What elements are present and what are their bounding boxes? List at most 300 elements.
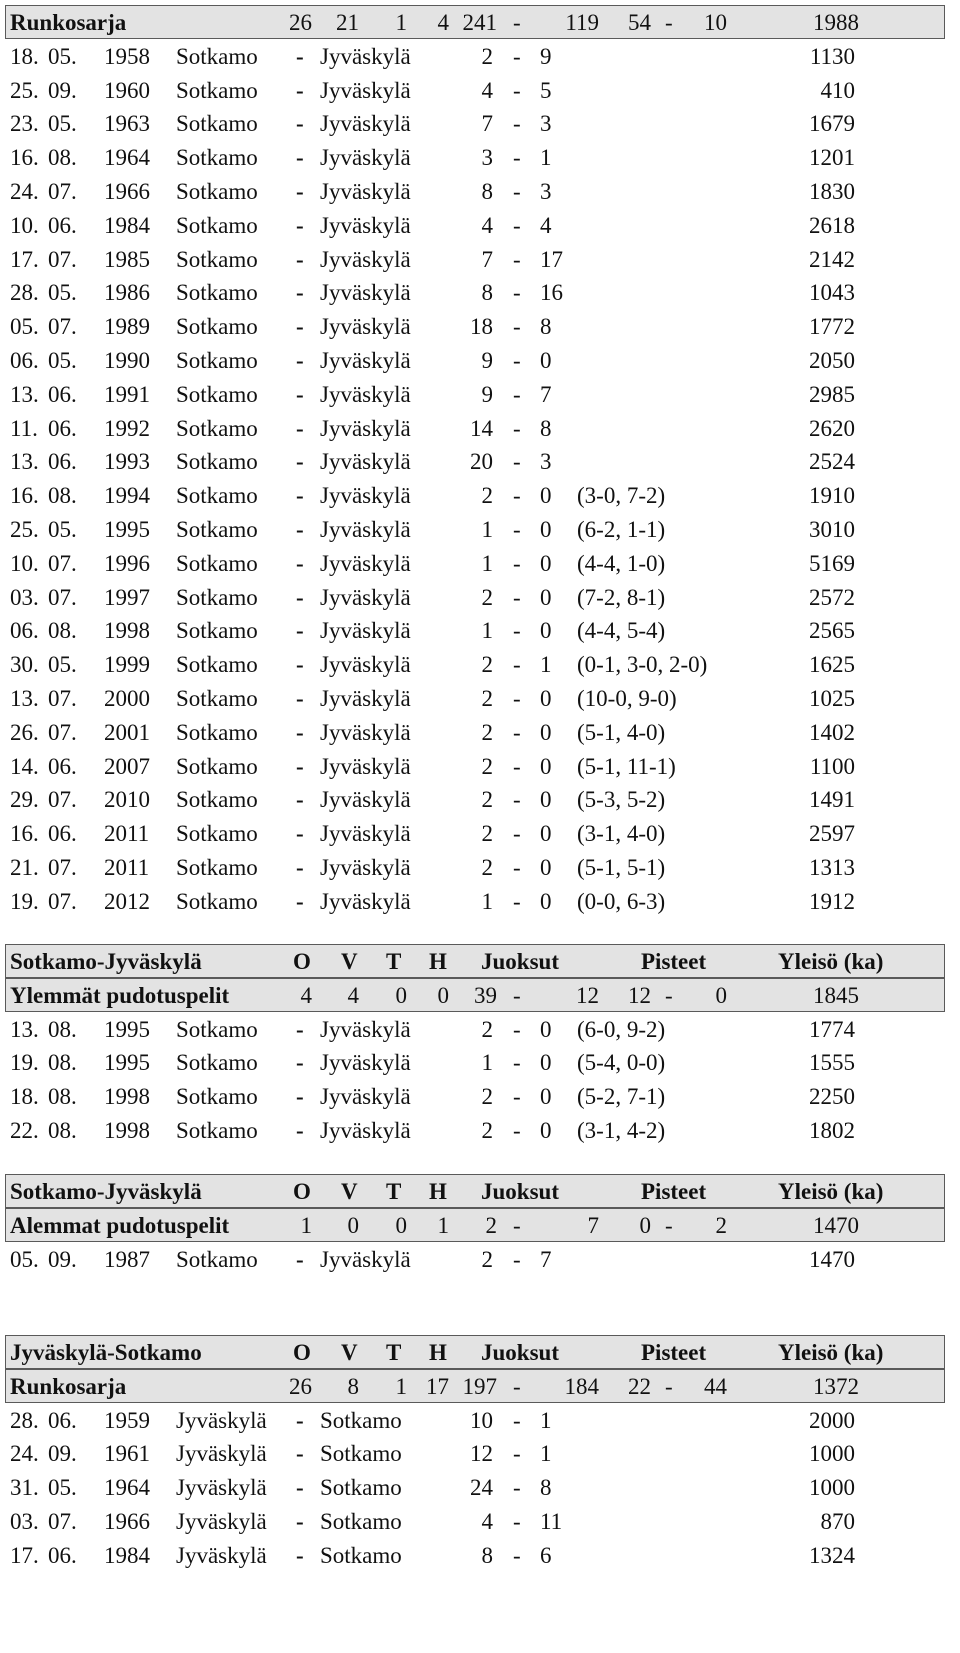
- game-audience: 5169: [809, 550, 855, 576]
- summary-runs-against: 12: [576, 982, 599, 1008]
- game-team-separator: -: [296, 1407, 304, 1433]
- game-team-separator: -: [296, 753, 304, 779]
- game-year: 1963: [104, 111, 150, 137]
- game-year: 1961: [104, 1441, 150, 1467]
- game-score-away: 11: [540, 1509, 563, 1534]
- game-team-separator: -: [296, 449, 304, 475]
- game-audience: 1912: [809, 888, 855, 914]
- game-home-team: Sotkamo: [176, 821, 258, 847]
- game-day: 06.: [10, 618, 39, 644]
- game-score-separator: -: [513, 111, 521, 137]
- game-month: 07.: [48, 1509, 77, 1534]
- game-year: 1992: [104, 415, 150, 441]
- game-month: 07.: [48, 179, 77, 204]
- header-v: V: [341, 1179, 358, 1204]
- game-audience: 1470: [809, 1246, 855, 1272]
- game-year: 2000: [104, 686, 150, 711]
- game-home-team: Sotkamo: [176, 179, 258, 204]
- game-year: 1994: [104, 483, 150, 509]
- header-h: H: [429, 949, 447, 974]
- game-row: [0, 885, 960, 919]
- game-away-team: Jyväskylä: [320, 821, 411, 847]
- game-score-away: 1: [540, 652, 552, 678]
- game-score-separator: -: [513, 719, 521, 745]
- game-score-home: 9: [481, 348, 493, 373]
- game-score-home: 2: [481, 855, 493, 880]
- game-period-detail: (3-0, 7-2): [577, 483, 666, 509]
- game-month: 06.: [48, 449, 77, 475]
- game-team-separator: -: [296, 719, 304, 745]
- header-points: Pisteet: [641, 1179, 707, 1204]
- section-header-row: [5, 944, 945, 978]
- game-score-home: 7: [481, 111, 493, 137]
- game-home-team: Sotkamo: [176, 43, 258, 69]
- game-team-separator: -: [296, 1509, 304, 1534]
- summary-wins: 8: [347, 1373, 359, 1399]
- game-month: 07.: [48, 888, 77, 914]
- game-score-separator: -: [513, 43, 521, 69]
- game-score-separator: -: [513, 246, 521, 272]
- game-row: [0, 1437, 960, 1471]
- game-month: 06.: [48, 821, 77, 847]
- game-row: [0, 1114, 960, 1148]
- game-month: 05.: [48, 348, 77, 373]
- game-team-separator: -: [296, 1016, 304, 1042]
- game-audience: 2250: [809, 1084, 855, 1110]
- game-team-separator: -: [296, 348, 304, 373]
- game-audience: 2597: [809, 821, 855, 847]
- game-score-away: 3: [540, 111, 552, 137]
- game-period-detail: (3-1, 4-2): [577, 1118, 666, 1143]
- game-score-away: 0: [540, 517, 552, 542]
- game-away-team: Jyväskylä: [320, 550, 411, 576]
- game-score-away: 0: [540, 1050, 552, 1076]
- header-runs: Juoksut: [481, 1340, 559, 1365]
- game-away-team: Sotkamo: [320, 1475, 402, 1501]
- game-score-home: 7: [481, 246, 493, 272]
- game-day: 18.: [10, 43, 39, 69]
- summary-points-for: 0: [639, 1212, 651, 1238]
- game-year: 1995: [104, 1050, 150, 1076]
- summary-audience: 1988: [813, 10, 859, 35]
- game-score-separator: -: [513, 584, 521, 610]
- game-row: [0, 243, 960, 277]
- game-home-team: Jyväskylä: [176, 1407, 267, 1433]
- game-away-team: Jyväskylä: [320, 179, 411, 204]
- game-score-separator: -: [513, 1509, 521, 1534]
- summary-wins: 21: [336, 10, 359, 35]
- game-audience: 2565: [809, 618, 855, 644]
- game-home-team: Sotkamo: [176, 686, 258, 711]
- game-row: [0, 141, 960, 175]
- game-day: 26.: [10, 719, 39, 745]
- summary-games: 1: [300, 1212, 312, 1238]
- game-home-team: Jyväskylä: [176, 1475, 267, 1501]
- game-score-home: 2: [481, 1016, 493, 1042]
- game-score-away: 5: [540, 77, 552, 103]
- game-away-team: Jyväskylä: [320, 145, 411, 171]
- summary-losses: 1: [437, 1212, 449, 1238]
- game-day: 06.: [10, 348, 39, 373]
- game-audience: 1402: [809, 719, 855, 745]
- game-audience: 2524: [809, 449, 855, 475]
- game-row: [0, 817, 960, 851]
- game-score-away: 0: [540, 855, 552, 880]
- game-period-detail: (5-1, 11-1): [577, 753, 676, 779]
- game-team-separator: -: [296, 381, 304, 407]
- game-month: 06.: [48, 212, 77, 238]
- game-home-team: Sotkamo: [176, 652, 258, 678]
- game-score-home: 2: [481, 483, 493, 509]
- game-score-home: 2: [481, 686, 493, 711]
- game-team-separator: -: [296, 43, 304, 69]
- game-away-team: Jyväskylä: [320, 888, 411, 914]
- game-month: 07.: [48, 246, 77, 272]
- game-score-separator: -: [513, 1050, 521, 1076]
- section-header-row: [5, 1335, 945, 1369]
- game-away-team: Jyväskylä: [320, 381, 411, 407]
- game-score-away: 0: [540, 821, 552, 847]
- game-score-home: 2: [481, 652, 493, 678]
- game-row: [0, 479, 960, 513]
- summary-runs-against: 119: [565, 10, 599, 35]
- game-away-team: Jyväskylä: [320, 652, 411, 678]
- game-year: 1984: [104, 1542, 150, 1568]
- game-score-away: 1: [540, 1407, 552, 1433]
- summary-row: [5, 978, 945, 1012]
- game-score-separator: -: [513, 753, 521, 779]
- summary-row: [5, 1208, 945, 1242]
- game-score-away: 0: [540, 753, 552, 779]
- game-day: 16.: [10, 821, 39, 847]
- game-row: [0, 175, 960, 209]
- game-day: 13.: [10, 381, 39, 407]
- game-home-team: Sotkamo: [176, 618, 258, 644]
- header-t: T: [386, 1179, 402, 1204]
- game-score-separator: -: [513, 1542, 521, 1568]
- game-home-team: Sotkamo: [176, 1246, 258, 1272]
- game-row: [0, 1013, 960, 1047]
- game-year: 1995: [104, 1016, 150, 1042]
- summary-label: Alemmat pudotuspelit: [10, 1212, 230, 1238]
- game-home-team: Sotkamo: [176, 415, 258, 441]
- game-audience: 1772: [809, 314, 855, 340]
- game-period-detail: (5-2, 7-1): [577, 1084, 666, 1110]
- header-runs: Juoksut: [481, 1179, 559, 1204]
- game-score-separator: -: [513, 280, 521, 306]
- game-month: 06.: [48, 415, 77, 441]
- game-year: 2011: [104, 821, 150, 847]
- game-audience: 1000: [809, 1441, 855, 1467]
- game-score-away: 0: [540, 584, 552, 610]
- game-team-separator: -: [296, 888, 304, 914]
- game-row: [0, 1243, 960, 1277]
- game-year: 1984: [104, 212, 150, 238]
- summary-row: [5, 1369, 945, 1403]
- game-period-detail: (4-4, 1-0): [577, 550, 666, 576]
- game-audience: 2000: [809, 1407, 855, 1433]
- game-score-away: 0: [540, 787, 552, 813]
- game-day: 24.: [10, 179, 39, 204]
- game-score-away: 7: [540, 381, 552, 407]
- game-year: 1958: [104, 43, 150, 69]
- game-away-team: Jyväskylä: [320, 1246, 411, 1272]
- game-score-away: 3: [540, 449, 552, 475]
- game-month: 09.: [48, 1441, 77, 1467]
- game-home-team: Sotkamo: [176, 449, 258, 475]
- game-score-separator: -: [513, 550, 521, 576]
- game-month: 06.: [48, 1542, 77, 1568]
- header-v: V: [341, 949, 358, 974]
- game-day: 18.: [10, 1084, 39, 1110]
- game-period-detail: (6-2, 1-1): [577, 517, 666, 542]
- game-audience: 2142: [809, 246, 855, 272]
- game-audience: 1774: [809, 1016, 855, 1042]
- game-away-team: Jyväskylä: [320, 246, 411, 272]
- game-day: 19.: [10, 1050, 39, 1076]
- game-away-team: Jyväskylä: [320, 449, 411, 475]
- game-year: 1966: [104, 179, 150, 204]
- game-row: [0, 209, 960, 243]
- game-score-separator: -: [513, 381, 521, 407]
- game-day: 03.: [10, 584, 39, 610]
- game-day: 19.: [10, 888, 39, 914]
- game-score-away: 16: [540, 280, 563, 306]
- game-score-away: 1: [540, 145, 552, 171]
- game-audience: 1555: [809, 1050, 855, 1076]
- summary-wins: 0: [347, 1212, 359, 1238]
- game-score-home: 2: [481, 1084, 493, 1110]
- game-score-away: 0: [540, 1118, 552, 1143]
- game-year: 2012: [104, 888, 150, 914]
- game-away-team: Jyväskylä: [320, 212, 411, 238]
- game-home-team: Sotkamo: [176, 888, 258, 914]
- game-score-home: 2: [481, 43, 493, 69]
- game-score-away: 9: [540, 43, 552, 69]
- game-team-separator: -: [296, 821, 304, 847]
- game-away-team: Jyväskylä: [320, 314, 411, 340]
- game-row: [0, 40, 960, 74]
- game-audience: 2620: [809, 415, 855, 441]
- game-audience: 1679: [809, 111, 855, 137]
- summary-points-separator: -: [665, 10, 673, 35]
- game-month: 05.: [48, 111, 77, 137]
- game-day: 23.: [10, 111, 39, 137]
- game-team-separator: -: [296, 618, 304, 644]
- game-score-home: 3: [481, 145, 493, 171]
- game-year: 1998: [104, 1084, 150, 1110]
- game-year: 1964: [104, 145, 150, 171]
- game-month: 05.: [48, 652, 77, 678]
- game-month: 05.: [48, 280, 77, 306]
- game-team-separator: -: [296, 584, 304, 610]
- game-row: [0, 1080, 960, 1114]
- summary-runs-separator: -: [513, 1212, 521, 1238]
- summary-points-separator: -: [665, 1373, 673, 1399]
- game-audience: 1043: [809, 280, 855, 306]
- summary-runs-separator: -: [513, 10, 521, 35]
- game-audience: 1313: [809, 855, 855, 880]
- summary-losses: 4: [437, 10, 449, 35]
- summary-label: Runkosarja: [10, 1373, 127, 1399]
- game-period-detail: (6-0, 9-2): [577, 1016, 666, 1042]
- game-team-separator: -: [296, 483, 304, 509]
- game-day: 14.: [10, 753, 39, 779]
- game-away-team: Jyväskylä: [320, 43, 411, 69]
- game-away-team: Sotkamo: [320, 1509, 402, 1534]
- game-away-team: Jyväskylä: [320, 517, 411, 542]
- game-day: 21.: [10, 855, 39, 880]
- summary-losses: 0: [437, 982, 449, 1008]
- game-score-away: 0: [540, 550, 552, 576]
- game-score-home: 2: [481, 787, 493, 813]
- game-score-separator: -: [513, 314, 521, 340]
- game-row: [0, 1404, 960, 1438]
- summary-label: Runkosarja: [10, 10, 127, 35]
- summary-wins: 4: [347, 982, 359, 1008]
- game-month: 07.: [48, 719, 77, 745]
- game-away-team: Jyväskylä: [320, 719, 411, 745]
- game-day: 11.: [10, 415, 38, 441]
- header-aud: Yleisö (ka): [778, 949, 884, 974]
- summary-audience: 1845: [813, 982, 859, 1008]
- header-o: O: [293, 949, 311, 974]
- game-score-home: 8: [481, 280, 493, 306]
- game-score-away: 8: [540, 1475, 552, 1501]
- game-home-team: Sotkamo: [176, 77, 258, 103]
- game-audience: 1324: [809, 1542, 855, 1568]
- game-team-separator: -: [296, 517, 304, 542]
- game-away-team: Jyväskylä: [320, 1084, 411, 1110]
- game-year: 2001: [104, 719, 150, 745]
- game-day: 05.: [10, 314, 39, 340]
- game-home-team: Jyväskylä: [176, 1441, 267, 1467]
- game-year: 1989: [104, 314, 150, 340]
- game-score-away: 0: [540, 618, 552, 644]
- game-day: 17.: [10, 246, 39, 272]
- game-score-separator: -: [513, 449, 521, 475]
- game-month: 07.: [48, 686, 77, 711]
- game-score-away: 17: [540, 246, 563, 272]
- header-runs: Juoksut: [481, 949, 559, 974]
- game-home-team: Sotkamo: [176, 280, 258, 306]
- game-score-home: 9: [481, 381, 493, 407]
- game-row: [0, 547, 960, 581]
- game-year: 2011: [104, 855, 150, 880]
- game-team-separator: -: [296, 1542, 304, 1568]
- summary-points-for: 22: [628, 1373, 651, 1399]
- game-audience: 1025: [809, 686, 855, 711]
- game-home-team: Jyväskylä: [176, 1509, 267, 1534]
- game-home-team: Sotkamo: [176, 1118, 258, 1143]
- game-score-separator: -: [513, 179, 521, 204]
- game-month: 09.: [48, 1246, 77, 1272]
- game-team-separator: -: [296, 246, 304, 272]
- game-row: [0, 310, 960, 344]
- game-row: [0, 1471, 960, 1505]
- game-score-home: 8: [481, 1542, 493, 1568]
- game-team-separator: -: [296, 652, 304, 678]
- game-team-separator: -: [296, 1084, 304, 1110]
- game-day: 03.: [10, 1509, 39, 1534]
- game-home-team: Sotkamo: [176, 111, 258, 137]
- game-score-home: 1: [481, 618, 493, 644]
- game-score-separator: -: [513, 888, 521, 914]
- game-home-team: Sotkamo: [176, 753, 258, 779]
- game-score-away: 8: [540, 415, 552, 441]
- game-score-home: 12: [470, 1441, 493, 1467]
- game-audience: 1130: [809, 43, 855, 69]
- summary-points-separator: -: [665, 1212, 673, 1238]
- header-h: H: [429, 1340, 447, 1365]
- game-audience: 1625: [809, 652, 855, 678]
- header-title: Jyväskylä-Sotkamo: [10, 1340, 202, 1365]
- game-team-separator: -: [296, 280, 304, 306]
- header-points: Pisteet: [641, 1340, 707, 1365]
- game-score-separator: -: [513, 1475, 521, 1501]
- game-score-separator: -: [513, 517, 521, 542]
- game-day: 13.: [10, 449, 39, 475]
- game-score-away: 0: [540, 1084, 552, 1110]
- game-score-home: 2: [481, 584, 493, 610]
- game-home-team: Sotkamo: [176, 348, 258, 373]
- game-period-detail: (5-4, 0-0): [577, 1050, 666, 1076]
- game-home-team: Sotkamo: [176, 719, 258, 745]
- game-score-home: 4: [481, 77, 493, 103]
- game-month: 08.: [48, 1016, 77, 1042]
- game-team-separator: -: [296, 145, 304, 171]
- game-day: 29.: [10, 787, 39, 813]
- game-away-team: Jyväskylä: [320, 686, 411, 711]
- game-row: [0, 581, 960, 615]
- summary-runs-for: 197: [462, 1373, 497, 1399]
- game-away-team: Jyväskylä: [320, 280, 411, 306]
- game-period-detail: (5-1, 4-0): [577, 719, 666, 745]
- game-row: [0, 1539, 960, 1573]
- summary-runs-separator: -: [513, 982, 521, 1008]
- header-t: T: [386, 1340, 402, 1365]
- game-day: 25.: [10, 77, 39, 103]
- game-day: 30.: [10, 652, 39, 678]
- summary-runs-for: 2: [485, 1212, 497, 1238]
- game-score-home: 1: [481, 550, 493, 576]
- game-month: 06.: [48, 381, 77, 407]
- game-score-away: 0: [540, 719, 552, 745]
- game-away-team: Sotkamo: [320, 1441, 402, 1467]
- game-month: 07.: [48, 584, 77, 610]
- game-home-team: Sotkamo: [176, 584, 258, 610]
- game-score-separator: -: [513, 1118, 521, 1143]
- game-team-separator: -: [296, 77, 304, 103]
- game-score-separator: -: [513, 145, 521, 171]
- game-score-separator: -: [513, 212, 521, 238]
- game-score-away: 0: [540, 348, 552, 373]
- game-home-team: Jyväskylä: [176, 1542, 267, 1568]
- game-score-away: 0: [540, 483, 552, 509]
- game-score-home: 2: [481, 1246, 493, 1272]
- game-row: [0, 107, 960, 141]
- game-audience: 1491: [809, 787, 855, 813]
- game-audience: 2985: [809, 381, 855, 407]
- game-day: 22.: [10, 1118, 39, 1143]
- game-month: 07.: [48, 855, 77, 880]
- game-month: 09.: [48, 77, 77, 103]
- game-score-away: 7: [540, 1246, 552, 1272]
- game-row: [0, 1505, 960, 1539]
- game-home-team: Sotkamo: [176, 1084, 258, 1110]
- game-audience: 2050: [809, 348, 855, 373]
- game-away-team: Jyväskylä: [320, 415, 411, 441]
